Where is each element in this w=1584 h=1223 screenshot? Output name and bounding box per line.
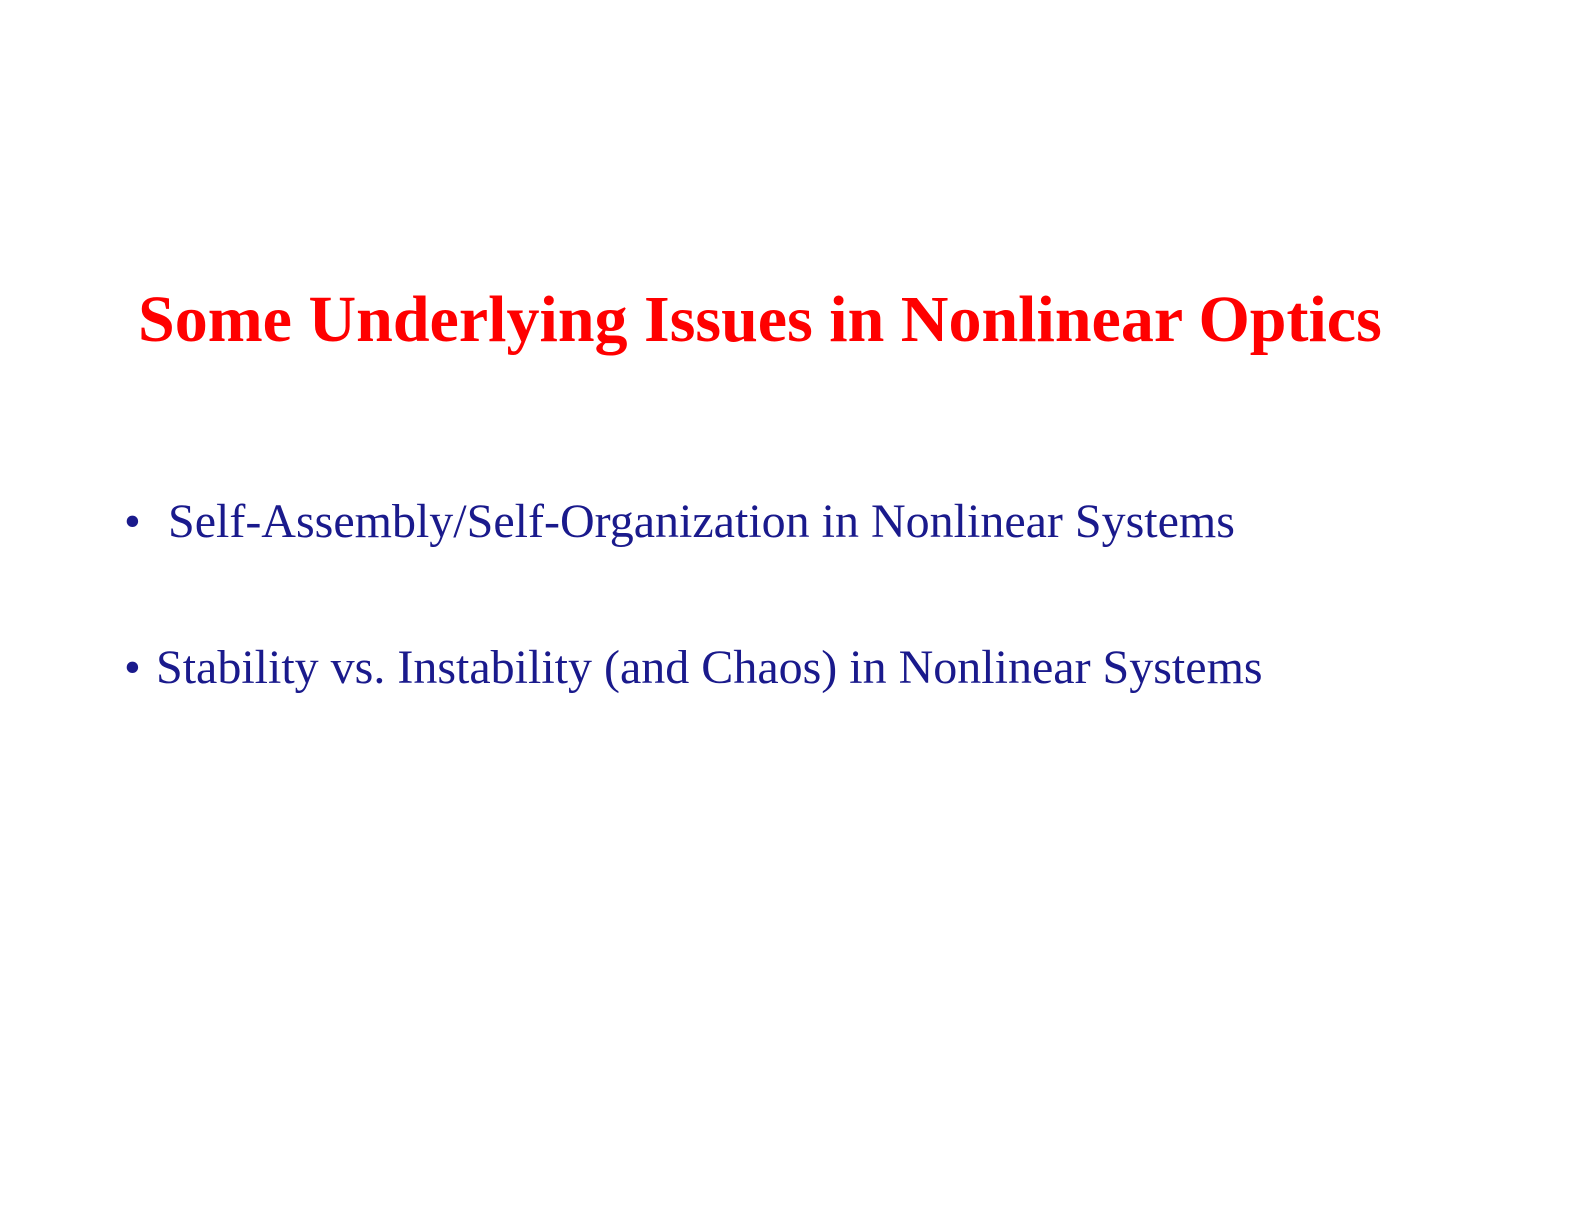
bullet-text-stability: Stability vs. Instability (and Chaos) in Nonlinear Systems bbox=[156, 641, 1263, 694]
bullet-list bbox=[124, 492, 1544, 698]
bullet-item bbox=[124, 638, 1544, 698]
bullet-item bbox=[124, 492, 1544, 552]
bullet-dot-icon: • bbox=[124, 495, 141, 548]
slide-title: Some Underlying Issues in Nonlinear Optics bbox=[138, 283, 1382, 356]
bullet-text-self-assembly: Self-Assembly/Self-Organization in Nonlinear Systems bbox=[168, 495, 1235, 548]
bullet-dot-icon: • bbox=[124, 641, 141, 694]
